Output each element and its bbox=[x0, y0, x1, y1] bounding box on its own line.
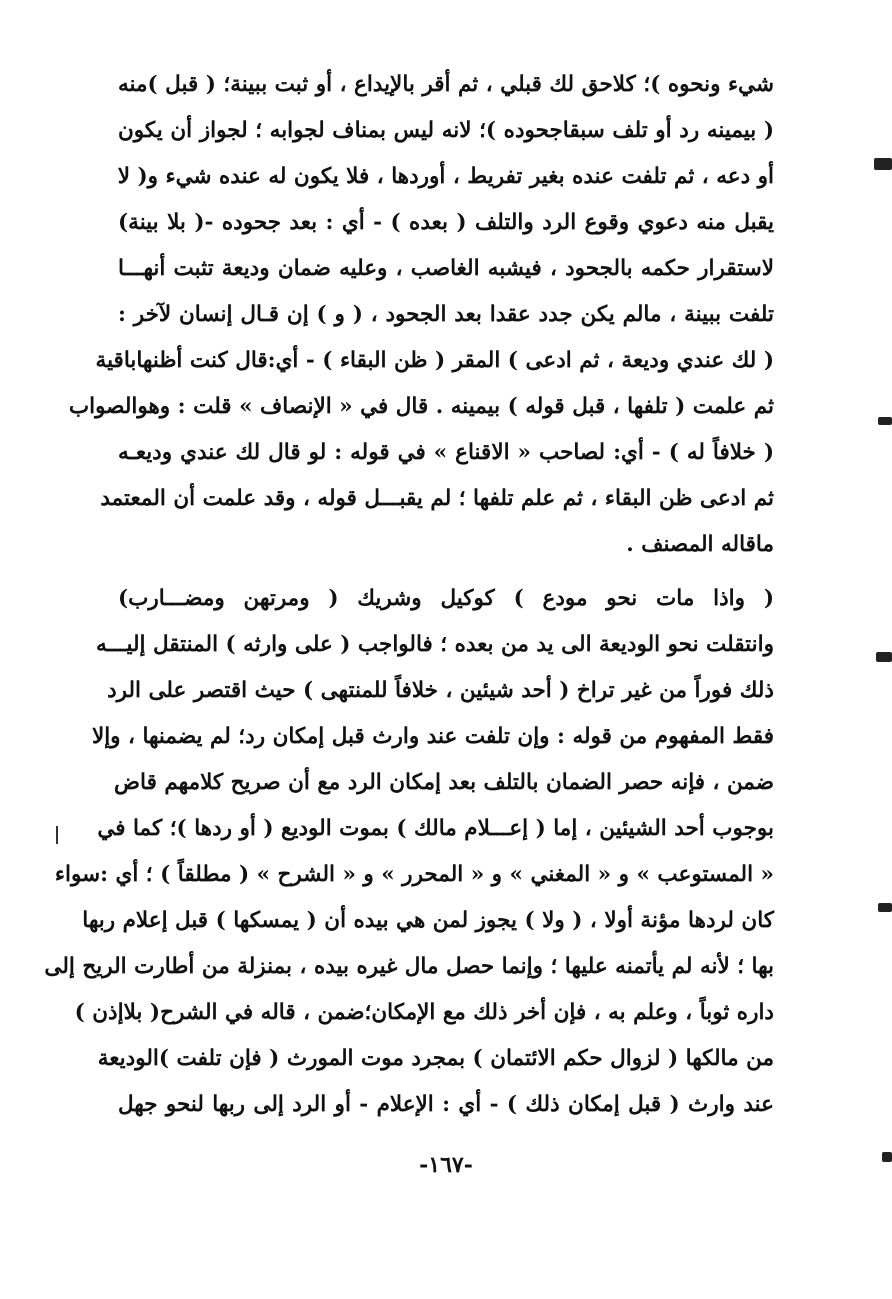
binding-mark bbox=[878, 417, 892, 425]
text-line: شيء ونحوه )؛ كلاحق لك قبلي ، ثم أقر بالإيداع ، أو ثبت ببينة؛ ( قبل )منه bbox=[117, 72, 774, 97]
text-line: ( بيمينه رد أو تلف سبقاجحوده )؛ لانه ليس بمناف لجوابه ؛ لجواز أن يكون bbox=[118, 118, 774, 143]
text-line: ( لك عندي وديعة ، ثم ادعى ) المقر ( ظن البقاء ) - أي:قال كنت أظنهاباقية bbox=[95, 348, 774, 373]
text-line: داره ثوباً ، وعلم به ، فإن أخر ذلك مع الإمكان؛ضمن ، قاله في الشرح( بلاإذن ) bbox=[74, 1000, 774, 1025]
text-line: بها ؛ لأنه لم يأتمنه عليها ؛ وإنما حصل مال غيره بيده ، بمنزلة من أطارت الريح إلى bbox=[44, 954, 774, 979]
scan-tick bbox=[56, 826, 58, 844]
text-line: ( خلافاً له ) - أي: لصاحب « الاقناع » في قوله : لو قال لك عندي وديعـه bbox=[118, 440, 774, 465]
binding-mark bbox=[882, 1152, 892, 1162]
binding-mark bbox=[874, 158, 892, 170]
text-line: أو دعه ، ثم تلفت عنده بغير تفريط ، أوردها ، فلا يكون له عنده شيء و( لا bbox=[117, 164, 774, 189]
text-line: عند وارث ( قبل إمكان ذلك ) - أي : الإعلام - أو الرد إلى ربها لنحو جهل bbox=[118, 1092, 774, 1117]
text-line: بوجوب أحد الشيئين ، إما ( إعـــلام مالك ) بموت الوديع ( أو ردها )؛ كما في bbox=[97, 816, 774, 841]
text-line: ثم علمت ( تلفها ، قبل قوله ) بيمينه . قال في « الإنصاف » قلت : وهوالصواب bbox=[68, 394, 774, 419]
text-line: ذلك فوراً من غير تراخ ( أحد شيئين ، خلافاً للمنتهى ) حيث اقتصر على الرد bbox=[107, 678, 774, 703]
text-line: ماقاله المصنف . bbox=[626, 532, 774, 557]
text-line: ( واذا مات نحو مودع ) كوكيل وشريك ( ومرتهن ومضـــارب) bbox=[118, 586, 774, 611]
page-number: -١٦٧- bbox=[419, 1152, 473, 1178]
binding-mark bbox=[876, 652, 892, 662]
paragraph-2 bbox=[44, 576, 774, 1128]
text-line: ضمن ، فإنه حصر الضمان بالتلف بعد إمكان الرد مع أن صريح كلامهم قاض bbox=[114, 770, 774, 795]
text-line: كان لردها مؤنة أولا ، ( ولا ) يجوز لمن هي بيده أن ( يمسكها ) قبل إعلام ربها bbox=[82, 908, 774, 933]
text-line: « المستوعب » و « المغني » و « المحرر » و « الشرح » ( مطلقاً ) ؛ أي :سواء bbox=[54, 862, 774, 887]
paragraph-1 bbox=[68, 62, 774, 568]
text-line: من مالكها ( لزوال حكم الائتمان ) بمجرد موت المورث ( فإن تلفت )الوديعة bbox=[97, 1046, 774, 1071]
text-line: ثم ادعى ظن البقاء ، ثم علم تلفها ؛ لم يقبـــل قوله ، وقد علمت أن المعتمد bbox=[100, 486, 774, 511]
text-line: لاستقرار حكمه بالجحود ، فيشبه الغاصب ، وعليه ضمان وديعة تثبت أنهـــا bbox=[118, 256, 774, 281]
text-line: فقط المفهوم من قوله : وإن تلفت عند وارث قبل إمكان رد؛ لم يضمنها ، وإلا bbox=[91, 724, 774, 749]
text-line: وانتقلت نحو الوديعة الى يد من بعده ؛ فالواجب ( على وارثه ) المنتقل إليـــه bbox=[96, 632, 774, 657]
text-line: يقبل منه دعوي وقوع الرد والتلف ( بعده ) - أي : بعد جحوده -( بلا بينة) bbox=[118, 210, 774, 235]
text-line: تلفت ببينة ، مالم يكن جدد عقدا بعد الجحود ، ( و ) إن قـال إنسان لآخر : bbox=[118, 302, 774, 327]
binding-mark bbox=[878, 903, 892, 912]
